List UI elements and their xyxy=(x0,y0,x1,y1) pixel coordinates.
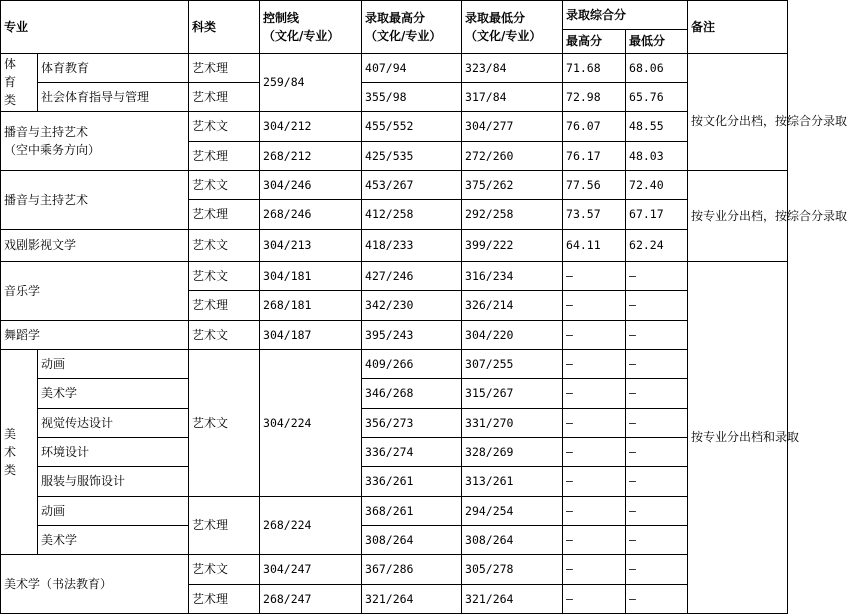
table-row xyxy=(1,53,788,82)
cell-composite-min: – xyxy=(626,349,688,378)
cell-min: 315/267 xyxy=(462,379,563,408)
cell-composite-max: – xyxy=(563,379,626,408)
cell-max: 336/274 xyxy=(362,437,462,466)
table-row xyxy=(1,82,788,111)
cell-max: 367/286 xyxy=(362,555,462,584)
cell-composite-min: – xyxy=(626,437,688,466)
cell-composite-max: – xyxy=(563,525,626,554)
cell-composite-max: 73.57 xyxy=(563,200,626,229)
cell-composite-max: – xyxy=(563,467,626,496)
cell-max: 308/264 xyxy=(362,525,462,554)
cell-composite-max: 77.56 xyxy=(563,170,626,199)
group-label-sports xyxy=(1,53,38,112)
header-composite-min: 最低分 xyxy=(626,30,688,53)
table-row xyxy=(1,467,788,496)
cell-min: 292/258 xyxy=(462,200,563,229)
header-composite-max: 最高分 xyxy=(563,30,626,53)
cell-composite-min: – xyxy=(626,408,688,437)
cell-composite-max: – xyxy=(563,408,626,437)
cell-remark: 按文化分出档，按综合分录取 xyxy=(688,112,788,171)
cell-category: 艺术文 xyxy=(189,261,260,290)
cell-control: 304/187 xyxy=(260,320,362,349)
cell-category: 艺术理 xyxy=(189,496,260,555)
cell-composite-max: – xyxy=(563,320,626,349)
table-row xyxy=(1,320,788,349)
header-control-line-label: 控制线 xyxy=(263,10,300,25)
cell-control: 304/213 xyxy=(260,229,362,261)
header-control-line xyxy=(260,1,362,54)
cell-composite-min: 65.76 xyxy=(626,82,688,111)
cell-composite-min: 67.17 xyxy=(626,200,688,229)
cell-min: 313/261 xyxy=(462,467,563,496)
cell-max: 418/233 xyxy=(362,229,462,261)
cell-max: 412/258 xyxy=(362,200,462,229)
cell-major: 舞蹈学 xyxy=(1,320,189,349)
cell-min: 331/270 xyxy=(462,408,563,437)
table-row xyxy=(1,349,788,378)
cell-max: 342/230 xyxy=(362,291,462,320)
cell-category: 艺术文 xyxy=(189,349,260,496)
cell-min: 304/277 xyxy=(462,112,563,141)
cell-composite-min: – xyxy=(626,379,688,408)
cell-composite-max: – xyxy=(563,584,626,613)
cell-composite-max: 76.17 xyxy=(563,141,626,170)
cell-composite-min: – xyxy=(626,555,688,584)
cell-min: 326/214 xyxy=(462,291,563,320)
cell-control: 268/246 xyxy=(260,200,362,229)
header-min-score-label: 录取最低分 xyxy=(465,10,526,25)
header-row xyxy=(1,1,788,30)
cell-major-line: 播音与主持艺术 xyxy=(4,125,89,140)
table-row xyxy=(1,261,788,290)
cell-max: 368/261 xyxy=(362,496,462,525)
cell-control: 304/247 xyxy=(260,555,362,584)
cell-major: 美术学（书法教育） xyxy=(1,555,189,614)
cell-composite-min: – xyxy=(626,291,688,320)
table-row xyxy=(1,496,788,525)
cell-composite-min: – xyxy=(626,496,688,525)
table-row xyxy=(1,379,788,408)
cell-max: 355/98 xyxy=(362,82,462,111)
cell-composite-max: – xyxy=(563,437,626,466)
cell-control: 268/212 xyxy=(260,141,362,170)
cell-composite-max: – xyxy=(563,349,626,378)
cell-category: 艺术文 xyxy=(189,320,260,349)
group-char: 育 xyxy=(4,75,17,90)
cell-major: 环境设计 xyxy=(38,437,189,466)
cell-major: 播音与主持艺术 xyxy=(1,170,189,229)
cell-max: 407/94 xyxy=(362,53,462,82)
group-char: 体 xyxy=(4,57,17,72)
cell-control: 304/181 xyxy=(260,261,362,290)
cell-major: 体育教育 xyxy=(38,53,189,82)
table-row xyxy=(1,408,788,437)
group-char: 类 xyxy=(4,93,17,108)
cell-max: 346/268 xyxy=(362,379,462,408)
header-major: 专业 xyxy=(1,1,189,54)
group-char: 类 xyxy=(4,463,17,478)
cell-max: 453/267 xyxy=(362,170,462,199)
table-row xyxy=(1,437,788,466)
cell-remark: 按专业分出档和录取 xyxy=(688,261,788,613)
table-row xyxy=(1,525,788,554)
cell-min: 375/262 xyxy=(462,170,563,199)
cell-control: 304/246 xyxy=(260,170,362,199)
group-char: 术 xyxy=(4,445,17,460)
cell-composite-min: 48.03 xyxy=(626,141,688,170)
cell-major: 美术学 xyxy=(38,379,189,408)
cell-composite-max: – xyxy=(563,291,626,320)
cell-composite-max: 71.68 xyxy=(563,53,626,82)
cell-min: 328/269 xyxy=(462,437,563,466)
cell-category: 艺术理 xyxy=(189,141,260,170)
cell-control: 304/212 xyxy=(260,112,362,141)
cell-min: 399/222 xyxy=(462,229,563,261)
cell-max: 395/243 xyxy=(362,320,462,349)
cell-max: 321/264 xyxy=(362,584,462,613)
cell-max: 425/535 xyxy=(362,141,462,170)
cell-major: 音乐学 xyxy=(1,261,189,320)
cell-category: 艺术文 xyxy=(189,229,260,261)
cell-composite-min: – xyxy=(626,467,688,496)
cell-composite-min: – xyxy=(626,525,688,554)
cell-composite-max: 72.98 xyxy=(563,82,626,111)
cell-category: 艺术文 xyxy=(189,170,260,199)
header-min-score-sub: （文化/专业） xyxy=(465,28,542,43)
header-max-score-label: 录取最高分 xyxy=(365,10,426,25)
cell-composite-max: – xyxy=(563,261,626,290)
group-char: 美 xyxy=(4,427,17,442)
cell-control: 259/84 xyxy=(260,53,362,112)
cell-composite-min: – xyxy=(626,320,688,349)
group-label-arts xyxy=(1,349,38,554)
cell-min: 323/84 xyxy=(462,53,563,82)
table-row xyxy=(1,229,788,261)
cell-composite-min: 68.06 xyxy=(626,53,688,82)
cell-control: 268/224 xyxy=(260,496,362,555)
cell-category: 艺术文 xyxy=(189,112,260,141)
cell-major: 戏剧影视文学 xyxy=(1,229,189,261)
cell-min: 304/220 xyxy=(462,320,563,349)
cell-major: 社会体育指导与管理 xyxy=(38,82,189,111)
cell-min: 294/254 xyxy=(462,496,563,525)
cell-max: 455/552 xyxy=(362,112,462,141)
header-remark: 备注 xyxy=(688,1,788,54)
cell-composite-max: – xyxy=(563,555,626,584)
cell-min: 272/260 xyxy=(462,141,563,170)
table-row xyxy=(1,170,788,199)
header-max-score-sub: （文化/专业） xyxy=(365,28,442,43)
table-row xyxy=(1,555,788,584)
cell-min: 307/255 xyxy=(462,349,563,378)
cell-major: 动画 xyxy=(38,496,189,525)
cell-min: 321/264 xyxy=(462,584,563,613)
cell-category: 艺术理 xyxy=(189,584,260,613)
cell-min: 316/234 xyxy=(462,261,563,290)
cell-category: 艺术理 xyxy=(189,291,260,320)
cell-composite-min: 72.40 xyxy=(626,170,688,199)
cell-max: 336/261 xyxy=(362,467,462,496)
cell-major: 服装与服饰设计 xyxy=(38,467,189,496)
cell-control: 268/181 xyxy=(260,291,362,320)
cell-composite-min: – xyxy=(626,584,688,613)
cell-remark-blank xyxy=(688,53,788,112)
cell-control: 304/224 xyxy=(260,349,362,496)
cell-max: 427/246 xyxy=(362,261,462,290)
cell-composite-min: – xyxy=(626,261,688,290)
cell-min: 308/264 xyxy=(462,525,563,554)
cell-category: 艺术理 xyxy=(189,53,260,82)
table-row xyxy=(1,112,788,141)
cell-category: 艺术文 xyxy=(189,555,260,584)
cell-min: 317/84 xyxy=(462,82,563,111)
cell-major: 美术学 xyxy=(38,525,189,554)
cell-min: 305/278 xyxy=(462,555,563,584)
cell-control: 268/247 xyxy=(260,584,362,613)
cell-max: 409/266 xyxy=(362,349,462,378)
cell-composite-max: 76.07 xyxy=(563,112,626,141)
header-min-score xyxy=(462,1,563,54)
cell-major: 视觉传达设计 xyxy=(38,408,189,437)
cell-major xyxy=(1,112,189,171)
cell-category: 艺术理 xyxy=(189,82,260,111)
header-control-line-sub: （文化/专业） xyxy=(263,28,340,43)
cell-composite-max: – xyxy=(563,496,626,525)
cell-composite-max: 64.11 xyxy=(563,229,626,261)
cell-max: 356/273 xyxy=(362,408,462,437)
header-category: 科类 xyxy=(189,1,260,54)
cell-major: 动画 xyxy=(38,349,189,378)
cell-major-sub: （空中乘务方向） xyxy=(4,143,101,158)
cell-remark: 按专业分出档，按综合分录取 xyxy=(688,170,788,261)
cell-composite-min: 62.24 xyxy=(626,229,688,261)
cell-composite-min: 48.55 xyxy=(626,112,688,141)
header-max-score xyxy=(362,1,462,54)
header-composite: 录取综合分 xyxy=(563,1,688,30)
cell-category: 艺术理 xyxy=(189,200,260,229)
